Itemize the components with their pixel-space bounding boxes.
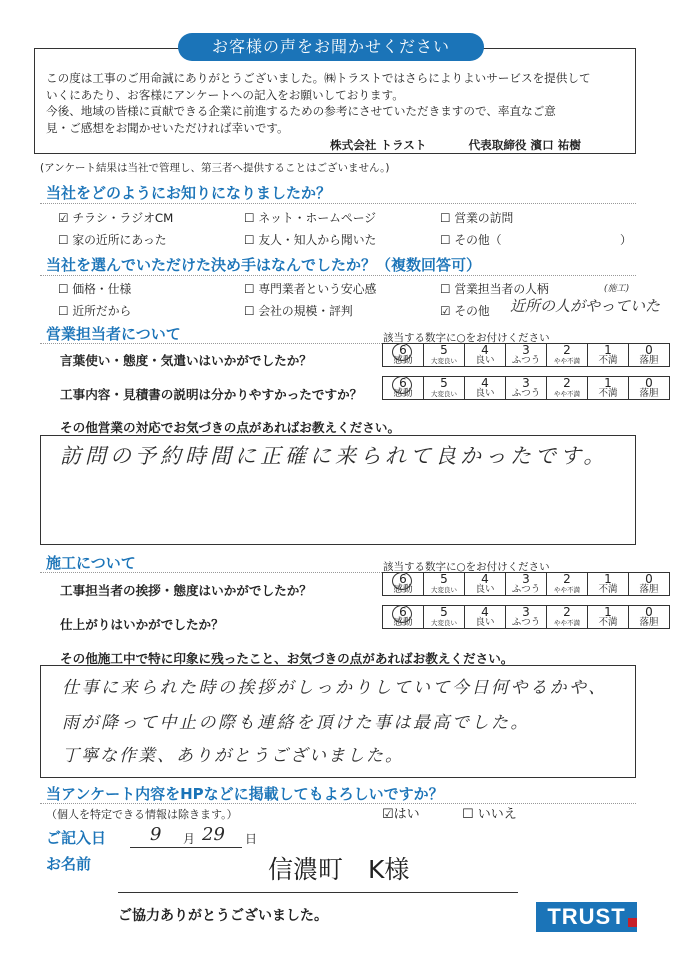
construction-rating-table-a [382, 572, 670, 596]
rating-cell[interactable]: 2 やや不満 [547, 344, 588, 367]
checkbox-icon[interactable]: ☐ [244, 233, 255, 247]
sales-rating-table-b [382, 376, 670, 400]
rating-cell[interactable]: 4 良い [465, 377, 506, 400]
q2-other-answer-note: (施工) [604, 284, 630, 294]
sales-rating-table-a [382, 343, 670, 367]
rating-cell[interactable]: 0 落胆 [629, 573, 670, 596]
q2-option[interactable]: ☐ 会社の規模・評判 [244, 304, 353, 318]
q1-option[interactable]: ☐ 家の近所にあった [58, 233, 167, 247]
rating-cell[interactable]: 0 落胆 [629, 344, 670, 367]
construction-comment-line: 丁寧な作業、ありがとうございました。 [62, 746, 404, 766]
rating-cell[interactable]: 6 感動 [383, 377, 424, 400]
selected-rating-circle [392, 605, 412, 623]
checkbox-icon[interactable]: ☐ [440, 233, 451, 247]
publish-heading: 当アンケート内容をHPなどに掲載してもよろしいですか？ [46, 785, 444, 803]
checkbox-checked-icon[interactable]: ☑ [440, 304, 451, 318]
q1-option[interactable]: ☐ 友人・知人から聞いた [244, 233, 377, 247]
rating-cell[interactable]: 0 落胆 [629, 377, 670, 400]
selected-rating-circle [392, 376, 412, 394]
q1-option[interactable]: ☐ その他（ [440, 233, 502, 247]
q2-heading: 当社を選んでいただけた決め手はなんでしたか？（複数回答可） [46, 256, 482, 274]
rating-cell[interactable]: 1 不満 [588, 573, 629, 596]
sales-comment-prompt: その他営業の対応でお気づきの点があればお教えください。 [60, 420, 401, 435]
rating-cell[interactable]: 1 不満 [588, 344, 629, 367]
date-day-unit: 日 [245, 832, 258, 846]
q2-option[interactable]: ☑ その他 [440, 304, 490, 318]
rating-cell[interactable]: 2 やや不満 [547, 377, 588, 400]
date-day: 29 [202, 824, 225, 845]
signature-line [330, 137, 581, 153]
q1-other-close: ） [620, 233, 632, 247]
name-underline [118, 892, 518, 893]
trust-logo: TRUST [536, 902, 637, 932]
divider [40, 275, 636, 276]
thanks-message: ご協力ありがとうございました。 [118, 908, 328, 924]
date-month: 9 [150, 824, 162, 845]
checkbox-icon[interactable]: ☐ [244, 282, 255, 296]
publish-yes-option[interactable]: ☑はい [382, 807, 420, 822]
divider [40, 803, 636, 804]
rating-cell[interactable]: 5 大変良い [424, 573, 465, 596]
rating-cell[interactable]: 4 良い [465, 573, 506, 596]
rating-cell[interactable]: 6 感動 [383, 344, 424, 367]
rating-cell[interactable]: 3 ふつう [506, 344, 547, 367]
construction-question-a: 工事担当者の挨拶・態度はいかがでしたか？ [60, 583, 312, 598]
construction-rating-table-b [382, 605, 670, 629]
q2-option[interactable]: ☐ 価格・仕様 [58, 282, 132, 296]
survey-title: お客様の声をお聞かせください [178, 33, 484, 61]
q1-heading: 当社をどのようにお知りになりましたか？ [46, 184, 332, 202]
rating-cell[interactable]: 2 やや不満 [547, 573, 588, 596]
intro-line: いくにあたり、お客様にアンケートへの記入をお願いしております。 [46, 87, 404, 102]
rating-cell[interactable]: 4 良い [465, 606, 506, 629]
rating-cell[interactable]: 0 落胆 [629, 606, 670, 629]
intro-text [46, 70, 631, 136]
q2-other-answer: 近所の人がやっていた [510, 297, 661, 315]
checkbox-checked-icon[interactable]: ☑ [382, 807, 394, 822]
rating-cell[interactable]: 1 不満 [588, 606, 629, 629]
intro-line: 見・ご感想をお聞かせいただければ幸いです。 [46, 120, 289, 135]
rating-cell[interactable]: 3 ふつう [506, 377, 547, 400]
checkbox-icon[interactable]: ☐ [58, 233, 69, 247]
ceo-name: 代表取締役 濱口 祐樹 [468, 138, 581, 152]
checkbox-checked-icon[interactable]: ☑ [58, 211, 69, 225]
date-label: ご記入日 [46, 829, 107, 847]
construction-comment-prompt: その他施工中で特に印象に残ったこと、お気づきの点があればお教えください。 [60, 651, 514, 666]
privacy-note: (アンケート結果は当社で管理し、第三者へ提供することはございません。) [40, 162, 390, 174]
rating-cell[interactable]: 6 感動 [383, 573, 424, 596]
selected-rating-circle [392, 343, 412, 361]
rating-cell[interactable]: 6 感動 [383, 606, 424, 629]
checkbox-icon[interactable]: ☐ [462, 807, 474, 822]
rating-cell[interactable]: 2 やや不満 [547, 606, 588, 629]
checkbox-icon[interactable]: ☐ [244, 304, 255, 318]
selected-rating-circle [392, 572, 412, 590]
rating-cell[interactable]: 3 ふつう [506, 573, 547, 596]
q2-option[interactable]: ☐ 専門業者という安心感 [244, 282, 377, 296]
sales-heading: 営業担当者について [46, 325, 181, 343]
sales-question-b: 工事内容・見積書の説明は分かりやすかったですか？ [60, 387, 363, 402]
date-month-unit: 月 [183, 832, 196, 846]
name-label: お名前 [46, 855, 92, 873]
rating-cell[interactable]: 3 ふつう [506, 606, 547, 629]
q1-option[interactable]: ☑ チラシ・ラジオCM [58, 211, 174, 225]
intro-line: 今後、地域の皆様に貢献できる企業に前進するための参考にさせていただきますので、率直なご意 [46, 104, 556, 118]
checkbox-icon[interactable]: ☐ [440, 211, 451, 225]
publish-no-option[interactable]: ☐ いいえ [462, 807, 517, 822]
q2-option[interactable]: ☐ 近所だから [58, 304, 132, 318]
rating-instruction: 該当する数字に○をお付けください [383, 561, 550, 573]
date-underline [130, 847, 242, 848]
rating-instruction: 該当する数字に○をお付けください [383, 332, 550, 344]
construction-question-b: 仕上がりはいかがでしたか？ [60, 617, 224, 632]
sales-question-a: 言葉使い・態度・気遣いはいかがでしたか？ [60, 353, 312, 368]
q1-option[interactable]: ☐ 営業の訪問 [440, 211, 514, 225]
intro-line: この度は工事のご用命誠にありがとうございました。㈱トラストではさらによりよいサービスを提供して [46, 71, 591, 85]
checkbox-icon[interactable]: ☐ [244, 211, 255, 225]
publish-note: （個人を特定できる情報は除きます。） [46, 808, 238, 821]
divider [40, 203, 636, 204]
checkbox-icon[interactable]: ☐ [440, 282, 451, 296]
name-value: 信濃町 K様 [268, 855, 410, 884]
construction-heading: 施工について [46, 554, 136, 572]
rating-cell[interactable]: 4 良い [465, 344, 506, 367]
rating-cell[interactable]: 5 大変良い [424, 606, 465, 629]
rating-cell[interactable]: 5 大変良い [424, 377, 465, 400]
company-name: 株式会社 トラスト [330, 138, 427, 152]
logo-red-square-icon [628, 918, 637, 927]
sales-comment: 訪問の予約時間に正確に来られて良かったです。 [60, 444, 609, 468]
q2-option[interactable]: ☐ 営業担当者の人柄 [440, 282, 549, 296]
construction-comment-line: 雨が降って中止の際も連絡を頂けた事は最高でした。 [62, 713, 530, 733]
rating-cell[interactable]: 1 不満 [588, 377, 629, 400]
rating-cell[interactable]: 5 大変良い [424, 344, 465, 367]
q1-option[interactable]: ☐ ネット・ホームページ [244, 211, 377, 225]
construction-comment-line: 仕事に来られた時の挨拶がしっかりしていて今日何やるかや、 [62, 678, 608, 698]
checkbox-icon[interactable]: ☐ [58, 282, 69, 296]
checkbox-icon[interactable]: ☐ [58, 304, 69, 318]
